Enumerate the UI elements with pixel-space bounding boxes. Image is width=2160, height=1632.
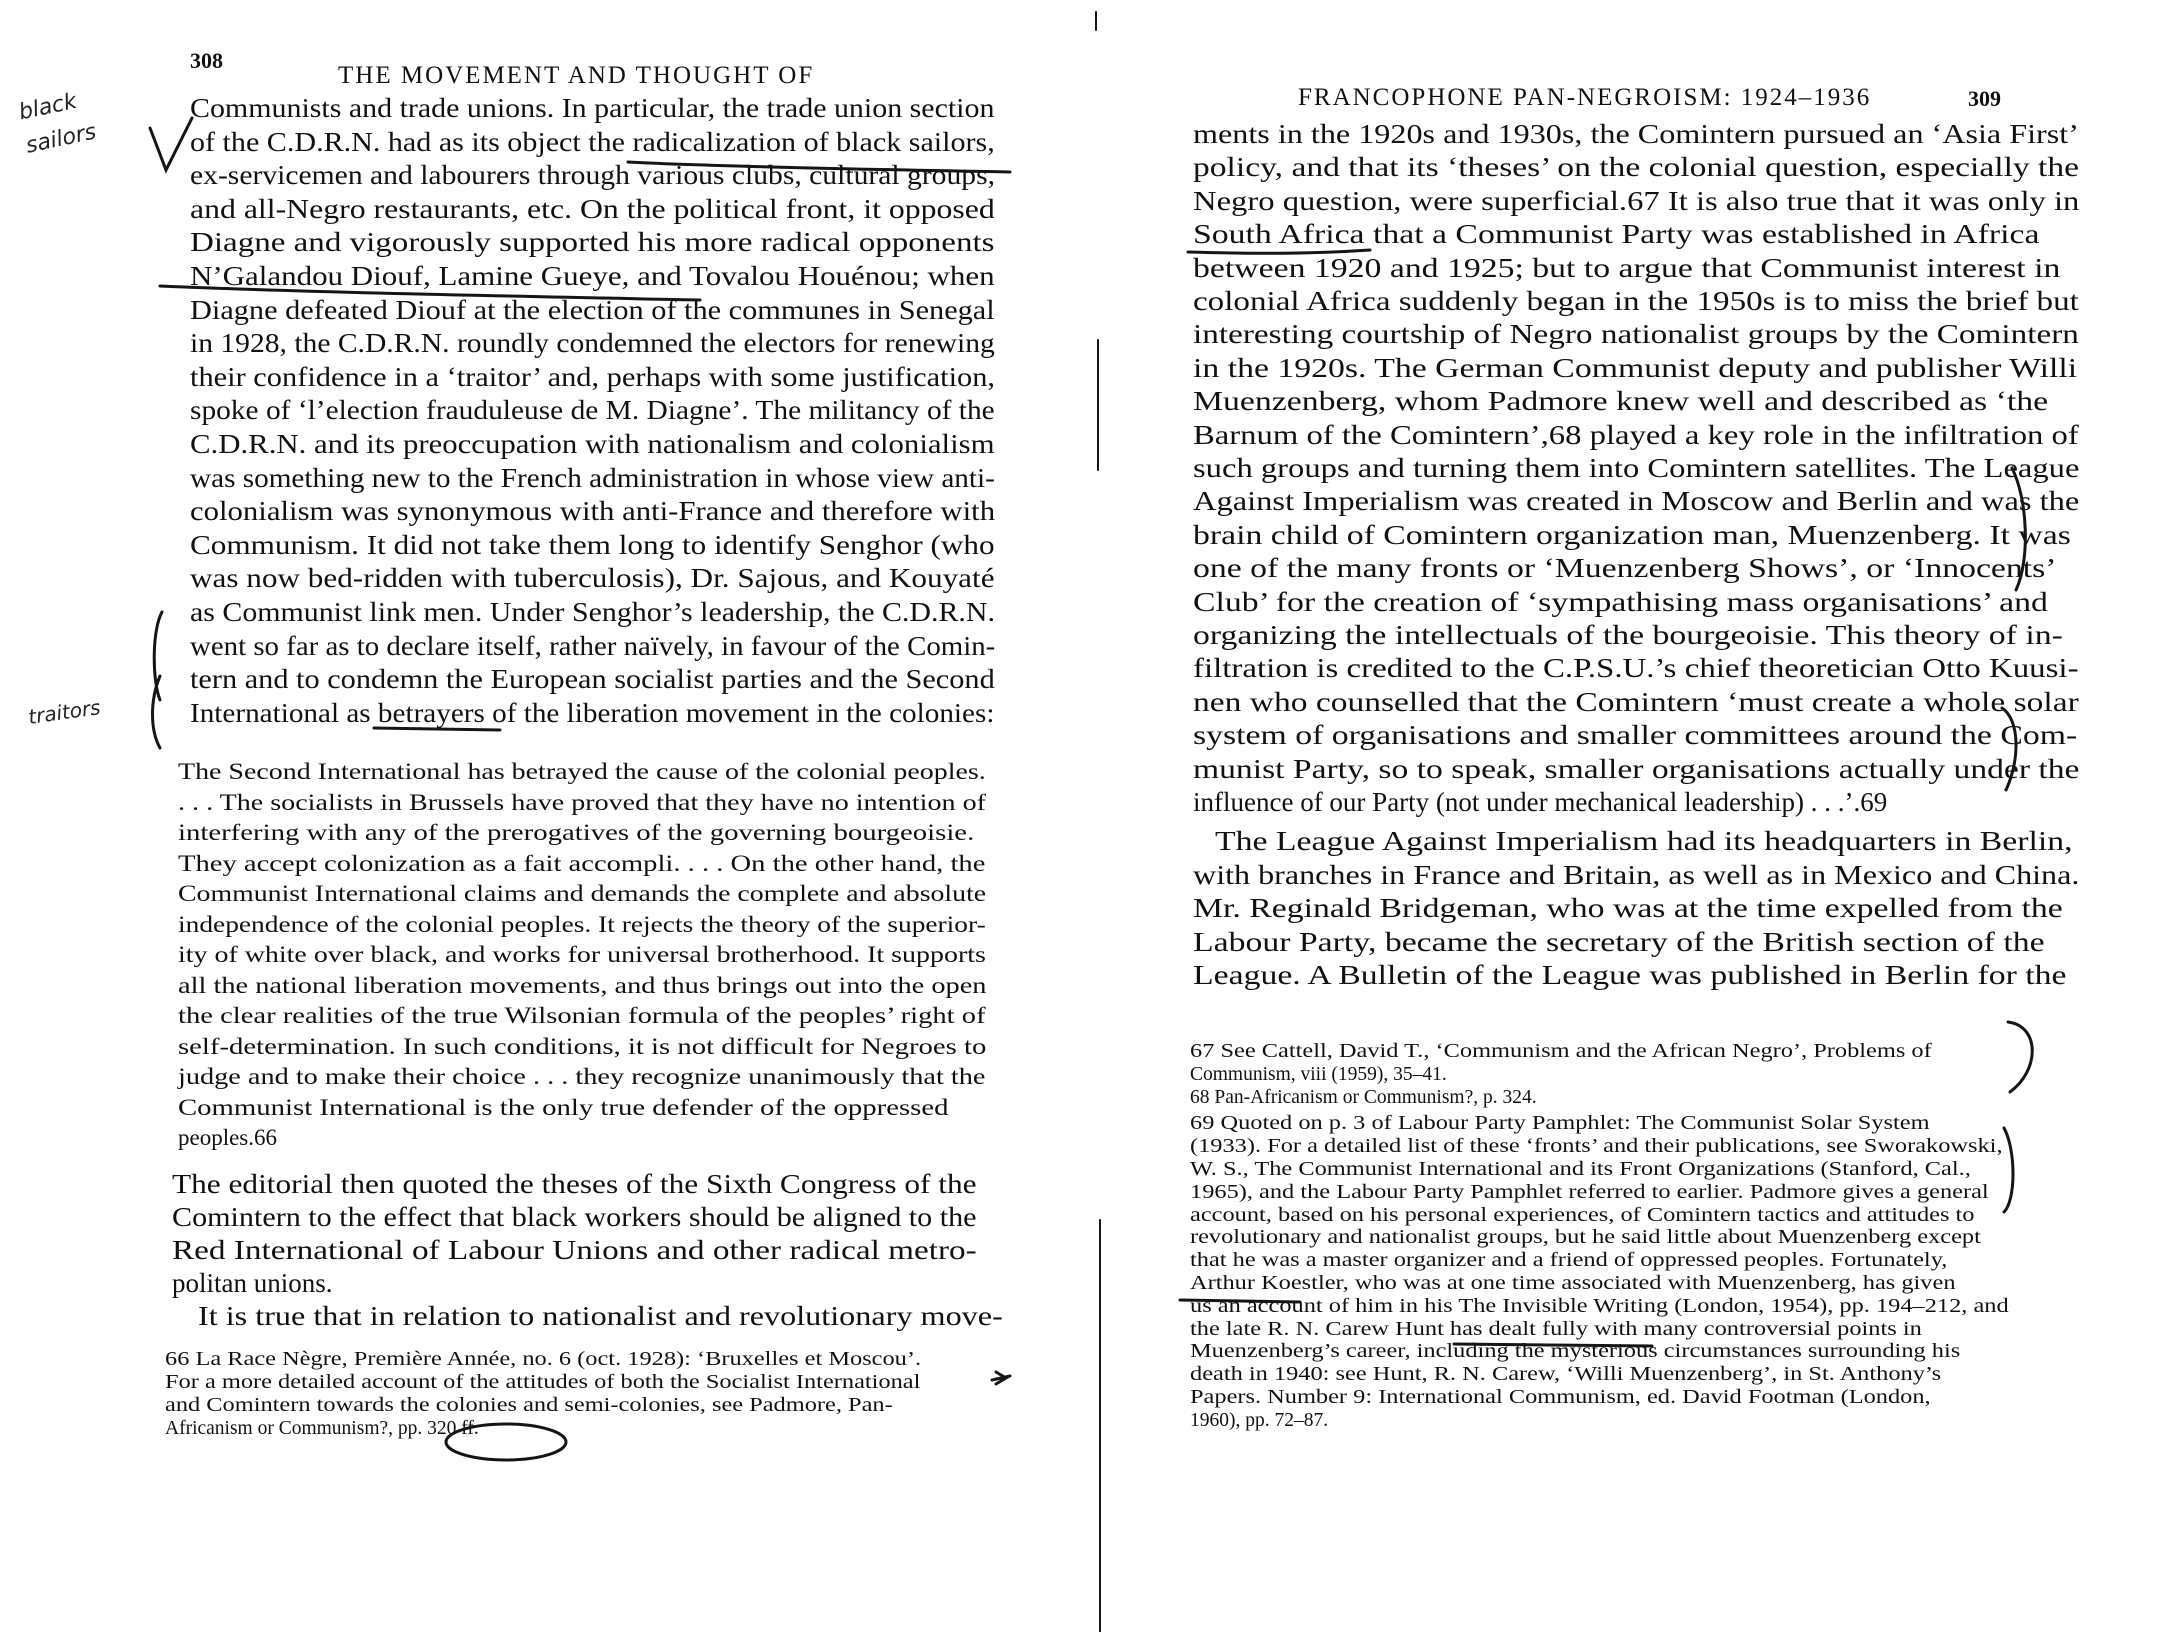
right-body-line: ments in the 1920s and 1930s, the Comintern pursued an ‘Asia First’: [1193, 119, 2079, 149]
right-fn-line: Muenzenberg’s career, including the mysterious circumstances surrounding his: [1190, 1341, 1961, 1363]
right-body-line: filtration is credited to the C.P.S.U.’s chief theoretician Otto Kuusi-: [1193, 653, 2079, 684]
left-body-line: Communists and trade unions. In particular, the trade union section: [190, 93, 995, 123]
right-body-line: interesting courtship of Negro nationalist groups by the Comintern: [1193, 319, 2079, 350]
right-fn-line: W. S., The Communist International and its Front Organizations (Stanford, Cal.,: [1190, 1159, 1971, 1180]
left-body-line: went so far as to declare itself, rather naïvely, in favour of the Comin-: [190, 630, 996, 661]
right-fn-line: Communism, viii (1959), 35–41.: [1190, 1063, 1447, 1085]
left-quote-line: They accept colonization as a fait accompli. . . . On the other hand, the: [178, 850, 986, 876]
right-body-line: between 1920 and 1925; but to argue that Communist interest in: [1193, 252, 2061, 283]
left-fn-line: 66 La Race Nègre, Première Année, no. 6 (oct. 1928): ‘Bruxelles et Moscou’.: [165, 1349, 922, 1370]
right-body-line: influence of our Party (not under mechanical leadership) . . .’.69: [1193, 787, 1888, 817]
right-fn-line: (1933). For a detailed list of these ‘fronts’ and their publications, see Sworakowski,: [1190, 1136, 2003, 1158]
margin-note-traitors: traitors: [26, 695, 102, 729]
left-fn-line: Africanism or Communism?, pp. 320 ff.: [165, 1418, 479, 1439]
right-body-line: Mr. Reginald Bridgeman, who was at the time expelled from the: [1193, 893, 2063, 924]
left-after-line: Red International of Labour Unions and other radical metro-: [172, 1235, 977, 1265]
left-quote-line: The Second International has betrayed the cause of the colonial peoples.: [178, 759, 986, 784]
right-body-line: munist Party, so to speak, smaller organisations actually under the: [1193, 753, 2080, 784]
left-after-line: The editorial then quoted the theses of the Sixth Congress of the: [172, 1169, 977, 1199]
left-after-line: politan unions.: [172, 1268, 333, 1298]
left-quote-line: Communist International is the only true defender of the oppressed: [178, 1094, 949, 1120]
page-number-right: 309: [1968, 86, 2001, 111]
left-quote-line: all the national liberation movements, and thus brings out into the open: [178, 972, 987, 998]
left-body-line: tern and to condemn the European socialist parties and the Second: [190, 664, 995, 695]
right-fn-line: 69 Quoted on p. 3 of Labour Party Pamphlet: The Communist Solar System: [1190, 1113, 1930, 1135]
left-body-line: Diagne defeated Diouf at the election of the communes in Senegal: [190, 294, 995, 325]
right-fn-line: the late R. N. Carew Hunt has dealt fully with many controversial points in: [1190, 1318, 1922, 1340]
right-fn-line: us an account of him in his The Invisible Writing (London, 1954), pp. 194–212, and: [1190, 1295, 2009, 1317]
right-body-line: organizing the intellectuals of the bourgeoisie. This theory of in-: [1193, 620, 2063, 650]
right-fn-line: revolutionary and nationalist groups, but he said little about Muenzenberg except: [1190, 1227, 1981, 1249]
margin-note-black-sailors: black sailors: [16, 88, 99, 159]
page-number-left: 308: [190, 48, 223, 73]
right-body-line: colonial Africa suddenly began in the 1950s is to miss the brief but: [1193, 286, 2079, 316]
left-quote-line: ity of white over black, and works for universal brotherhood. It supports: [178, 942, 986, 967]
running-head-left: THE MOVEMENT AND THOUGHT OF: [338, 62, 815, 89]
left-body-line: Communism. It did not take them long to identify Senghor (who: [190, 529, 995, 560]
right-fn-line: 67 See Cattell, David T., ‘Communism and the African Negro’, Problems of: [1190, 1041, 1932, 1062]
left-body-line: their confidence in a ‘traitor’ and, perhaps with some justification,: [190, 361, 996, 392]
right-fn-line: 68 Pan-Africanism or Communism?, p. 324.: [1190, 1086, 1537, 1108]
left-quote-line: Communist International claims and demands the complete and absolute: [178, 881, 987, 906]
right-fn-line: 1960), pp. 72–87.: [1190, 1409, 1329, 1431]
left-fn-line: and Comintern towards the colonies and semi-colonies, see Padmore, Pan-: [165, 1395, 893, 1416]
right-page: [1080, 0, 2160, 1632]
right-body-line: Club’ for the creation of ‘sympathising mass organisations’ and: [1193, 586, 2048, 617]
left-body-line: N’Galandou Diouf, Lamine Gueye, and Tovalou Houénou; when: [190, 261, 995, 291]
left-after-line: Comintern to the effect that black workers should be aligned to the: [172, 1202, 977, 1232]
left-body-line: colonialism was synonymous with anti-France and therefore with: [190, 496, 996, 527]
left-body-line: of the C.D.R.N. had as its object the radicalization of black sailors,: [190, 126, 995, 157]
right-body-line: Barnum of the Comintern’,68 played a key role in the infiltration of: [1193, 419, 2079, 450]
left-quote-line: independence of the colonial peoples. It rejects the theory of the superior-: [178, 911, 986, 937]
right-fn-line: 1965), and the Labour Party Pamphlet referred to earlier. Padmore gives a general: [1190, 1181, 1989, 1203]
right-body-line: Against Imperialism was created in Moscow and Berlin and was the: [1193, 486, 2080, 517]
left-body-line: in 1928, the C.D.R.N. roundly condemned the electors for renewing: [190, 328, 995, 359]
right-fn-line: death in 1940: see Hunt, R. N. Carew, ‘Willi Muenzenberg’, in St. Anthony’s: [1190, 1364, 1942, 1386]
right-body-line: with branches in France and Britain, as well as in Mexico and China.: [1193, 859, 2080, 890]
left-body-line: International as betrayers of the liberation movement in the colonies:: [190, 697, 995, 728]
right-body-line: brain child of Comintern organization man, Muenzenberg. It was: [1193, 519, 2071, 550]
right-body-line: in the 1920s. The German Communist deputy and publisher Willi: [1193, 352, 2078, 383]
left-body-line: C.D.R.N. and its preoccupation with nationalism and colonialism: [190, 429, 995, 459]
right-body-line: system of organisations and smaller committees around the Com-: [1193, 720, 2078, 751]
left-quote-line: the clear realities of the true Wilsonian formula of the peoples’ right of: [178, 1003, 986, 1028]
right-body-line: The League Against Imperialism had its headquarters in Berlin,: [1215, 826, 2073, 857]
left-quote-line: judge and to make their choice . . . they recognize unanimously that the: [178, 1064, 986, 1089]
right-body-line: Labour Party, became the secretary of the British section of the: [1193, 926, 2045, 957]
right-body-line: Muenzenberg, whom Padmore knew well and described as ‘the: [1193, 386, 2049, 417]
left-quote-line: . . . The socialists in Brussels have proved that they have no intention of: [178, 789, 986, 815]
left-body-line: Diagne and vigorously supported his more radical opponents: [190, 227, 995, 258]
left-fn-line: For a more detailed account of the attitudes of both the Socialist International: [165, 1372, 921, 1393]
left-body-line: was something new to the French administration in whose view anti-: [190, 462, 995, 493]
right-body-line: League. A Bulletin of the League was published in Berlin for the: [1193, 960, 2067, 990]
right-body-line: such groups and turning them into Comintern satellites. The League: [1193, 453, 2080, 483]
left-quote-line: peoples.66: [178, 1125, 278, 1150]
right-fn-line: Papers. Number 9: International Communism, ed. David Footman (London,: [1190, 1387, 1931, 1408]
right-body-line: South Africa that a Communist Party was established in Africa: [1193, 219, 2040, 250]
left-body-line: was now bed-ridden with tuberculosis), Dr. Sajous, and Kouyaté: [190, 563, 995, 594]
left-body-line: and all-Negro restaurants, etc. On the political front, it opposed: [190, 193, 995, 224]
right-body-line: nen who counselled that the Comintern ‘must create a whole solar: [1193, 686, 2079, 717]
right-body-line: one of the many fronts or ‘Muenzenberg Shows’, or ‘Innocents’: [1193, 553, 2057, 584]
right-fn-line: Arthur Koestler, who was at one time associated with Muenzenberg, has given: [1190, 1273, 1956, 1294]
left-body-line: ex-servicemen and labourers through various clubs, cultural groups,: [190, 160, 996, 191]
left-body-line: spoke of ‘l’election frauduleuse de M. Diagne’. The militancy of the: [190, 395, 995, 426]
left-after-line: It is true that in relation to nationalist and revolutionary move-: [198, 1301, 1003, 1331]
running-head-right: FRANCOPHONE PAN-NEGROISM: 1924–1936: [1298, 84, 1872, 111]
right-body-line: Negro question, were superficial.67 It is also true that it was only in: [1193, 185, 2080, 216]
right-fn-line: that he was a master organizer and a friend of oppressed peoples. Fortunately,: [1190, 1250, 1948, 1272]
left-quote-line: self-determination. In such conditions, it is not difficult for Negroes to: [178, 1033, 987, 1059]
right-body-line: policy, and that its ‘theses’ on the colonial question, especially the: [1193, 152, 2080, 183]
right-fn-line: account, based on his personal experiences, of Comintern tactics and attitudes to: [1190, 1204, 1975, 1226]
left-quote-line: interfering with any of the prerogatives of the governing bourgeoisie.: [178, 820, 975, 845]
left-body-line: as Communist link men. Under Senghor’s leadership, the C.D.R.N.: [190, 597, 995, 627]
